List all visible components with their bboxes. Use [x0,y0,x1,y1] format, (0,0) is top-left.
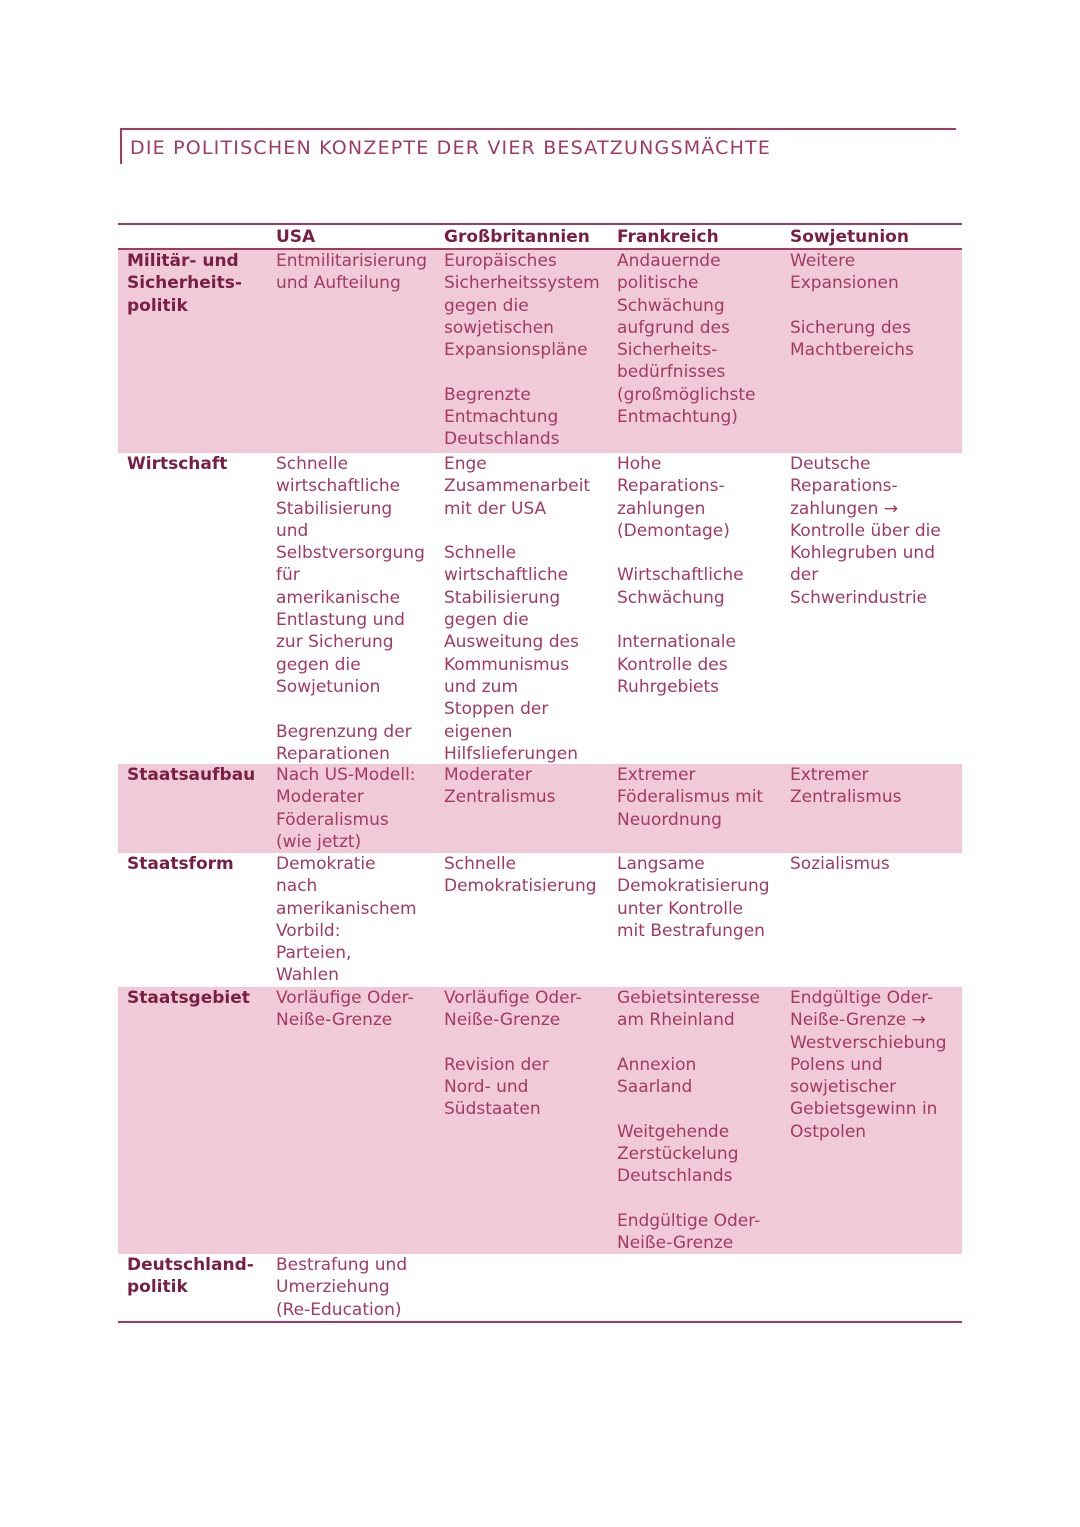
cell-sowjetunion: Extremer Zentralismus [790,765,902,808]
page-title: DIE POLITISCHEN KONZEPTE DER VIER BESATZUNGSMÄCHTE [130,137,772,159]
header-usa: USA [276,227,316,247]
row-label: Staatsgebiet [127,988,250,1008]
cell-frankreich: Extremer Föderalismus mit Neuordnung [617,765,764,830]
cell-frankreich: Andauernde politische Schwächung aufgrund des Sicherheits- bedürfnisses (großmöglichste Entmachtung) [617,251,756,428]
cell-grossbritannien: Vorläufige Oder- Neiße-Grenze Revision der Nord- und Südstaaten [444,988,582,1120]
cell-usa: Demokratie nach amerikanischem Vorbild: Parteien, Wahlen [276,854,417,986]
cell-usa: Bestrafung und Umerziehung (Re-Education) [276,1255,408,1320]
cell-usa: Schnelle wirtschaftliche Stabilisierung und Selbstversorgung für amerikanische Entlastung und zur Sicherung gegen die Sowjetunion Begrenzung der Reparationen [276,454,425,764]
table-row-staatsaufbau [118,764,962,853]
cell-grossbritannien [435,1254,608,1321]
occupation-powers-table [118,223,962,1323]
cell-sowjetunion: Sozialismus [790,854,890,874]
table-row-staatsgebiet [118,987,962,1254]
row-label: Militär- und Sicherheits- politik [127,251,242,316]
cell-usa: Entmilitarisierung und Aufteilung [276,251,428,294]
header-corner [118,225,267,248]
header-sowjetunion: Sowjetunion [790,227,909,247]
row-label: Staatsform [127,854,234,874]
table-row-wirtschaft [118,453,962,764]
cell-usa: Vorläufige Oder- Neiße-Grenze [276,988,414,1031]
cell-sowjetunion: Deutsche Reparations- zahlungen → Kontrolle über die Kohlegruben und der Schwerindustrie [790,454,941,608]
cell-frankreich [608,1254,781,1321]
table-header-row [118,225,962,250]
table-row-staatsform [118,853,962,987]
cell-grossbritannien: Europäisches Sicherheitssystem gegen die sowjetischen Expansionspläne Begrenzte Entmachtung Deutschlands [444,251,600,450]
cell-grossbritannien: Schnelle Demokratisierung [444,854,597,897]
cell-grossbritannien: Enge Zusammenarbeit mit der USA Schnelle wirtschaftliche Stabilisierung gegen die Ausweitung des Kommunismus und zum Stoppen der eigenen Hilfslieferungen [444,454,591,764]
cell-grossbritannien: Moderater Zentralismus [444,765,556,808]
cell-frankreich: Langsame Demokratisierung unter Kontrolle mit Bestrafungen [617,854,770,941]
cell-frankreich: Hohe Reparations- zahlungen (Demontage) Wirtschaftliche Schwächung Internationale Kontrolle des Ruhrgebiets [617,454,744,697]
cell-sowjetunion [781,1254,962,1321]
header-frankreich: Frankreich [617,227,719,247]
cell-usa: Nach US-Modell: Moderater Föderalismus (wie jetzt) [276,765,416,852]
title-frame [120,128,956,164]
row-label: Staatsaufbau [127,765,256,785]
cell-sowjetunion: Weitere Expansionen Sicherung des Machtbereichs [790,251,914,361]
cell-sowjetunion: Endgültige Oder- Neiße-Grenze → Westverschiebung Polens und sowjetischer Gebietsgewinn in Ostpolen [790,988,947,1142]
row-label: Wirtschaft [127,454,228,474]
row-label: Deutschland- politik [127,1255,254,1298]
table-row-deutschlandpolitik [118,1254,962,1321]
header-grossbritannien: Großbritannien [444,227,590,247]
cell-frankreich: Gebietsinteresse am Rheinland Annexion Saarland Weitgehende Zerstückelung Deutschlands Endgültige Oder- Neiße-Grenze [617,988,761,1254]
table-row-militaer [118,250,962,453]
